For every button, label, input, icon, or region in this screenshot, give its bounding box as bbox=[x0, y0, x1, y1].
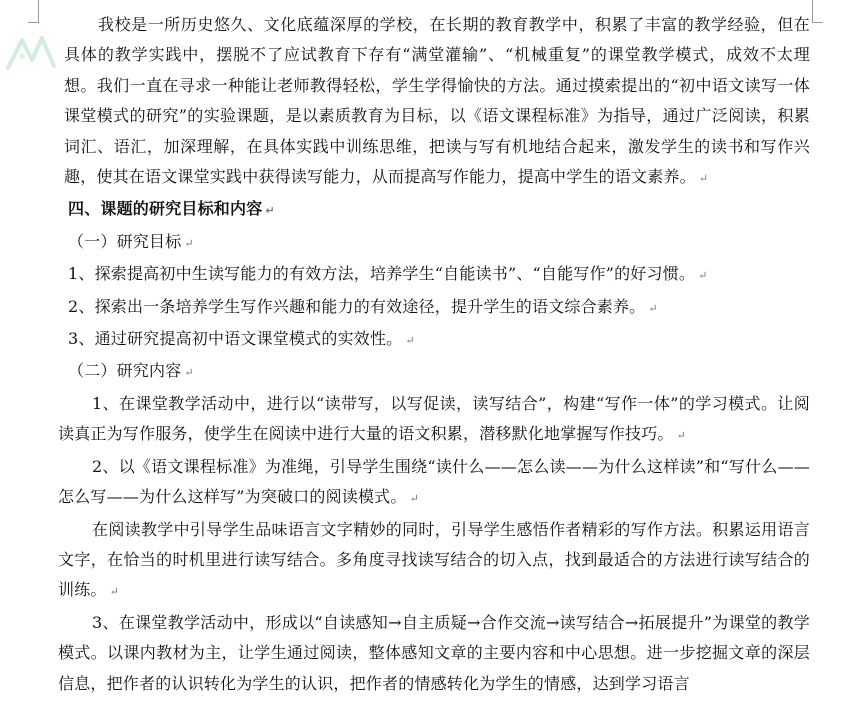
paragraph-mark: ↵ bbox=[698, 269, 708, 283]
paragraph-mark: ↵ bbox=[184, 236, 194, 250]
subsection-heading-content: （二）研究内容 ↵ bbox=[68, 361, 194, 381]
content-paragraph: 在阅读教学中引导学生品味语言文字精妙的同时，引导学生感悟作者精彩的写作方法。积累运用语言文字，在恰当的时机里进行读写结合。多角度寻找读写结合的切入点，找到最适合的方法进行读写结合的训练。 ↵ bbox=[58, 519, 810, 600]
paragraph-mark: ↵ bbox=[698, 172, 709, 186]
watermark-icon bbox=[2, 30, 58, 76]
document-body[interactable] bbox=[58, 10, 810, 699]
paragraph-mark: ↵ bbox=[109, 585, 120, 599]
intro-paragraph: 我校是一所历史悠久、文化底蕴深厚的学校，在长期的教育教学中，积累了丰富的教学经验，但在具体的教学实践中，摆脱不了应试教育下存有“满堂灌输”、“机械重复”的课堂教学模式，成效不太理想。我们一直在寻求一种能让老师教得轻松，学生学得愉快的方法。通过摸索提出的“初中语文读写一体课堂模式的研究”的实验课题，是以素质教育为目标，以《语文课程标准》为指导，通过广泛阅读，积累词汇、语汇，加深理解，在具体实践中训练思维，把读与写有机地结合起来，激发学生的读书和写作兴趣，使其在语文课堂实践中获得读写能力，从而提高写作能力，提高中学生的语文素养。 ↵ bbox=[64, 15, 810, 187]
paragraph-mark: ↵ bbox=[184, 366, 194, 380]
subsection-heading-goals: （一）研究目标 ↵ bbox=[68, 231, 194, 251]
paragraph-mark: ↵ bbox=[676, 429, 687, 443]
content-item-3: 3、在课堂教学活动中，形成以“自读感知→自主质疑→合作交流→读写结合→拓展提升”为课堂的教学模式。以课内教材为主，让学生通过阅读，整体感知文章的主要内容和中心思想。进一步挖掘文章的深层信息，把作者的认识转化为学生的认识，把作者的情感转化为学生的情感，达到学习语言 bbox=[58, 612, 810, 693]
goal-item-2: 2、探索出一条培养学生写作兴趣和能力的有效途径，提升学生的语文综合素养。 ↵ bbox=[68, 296, 658, 316]
goal-item-3: 3、通过研究提高初中语文课堂模式的实效性。 ↵ bbox=[68, 329, 415, 349]
page-corner-mark-right bbox=[812, 0, 823, 23]
paragraph-mark: ↵ bbox=[405, 334, 415, 348]
content-item-2: 2、以《语文课程标准》为准绳，引导学生围绕“读什么——怎么读——为什么这样读”和“写什么——怎么写——为什么这样写”为突破口的阅读模式。 ↵ bbox=[58, 456, 810, 507]
paragraph-mark: ↵ bbox=[648, 301, 658, 315]
section-heading: 四、课题的研究目标和内容 ↵ bbox=[68, 199, 275, 219]
goal-item-1: 1、探索提高初中生读写能力的有效方法，培养学生“自能读书”、“自能写作”的好习惯。 ↵ bbox=[68, 264, 708, 284]
page-corner-mark-left bbox=[28, 0, 39, 23]
content-item-1: 1、在课堂教学活动中，进行以“读带写，以写促读，读写结合”，构建“写作一体”的学习模式。让阅读真正为写作服务，使学生在阅读中进行大量的语文积累，潜移默化地掌握写作技巧。 ↵ bbox=[58, 393, 810, 444]
paragraph-mark: ↵ bbox=[265, 204, 275, 218]
paragraph-mark: ↵ bbox=[409, 492, 420, 506]
